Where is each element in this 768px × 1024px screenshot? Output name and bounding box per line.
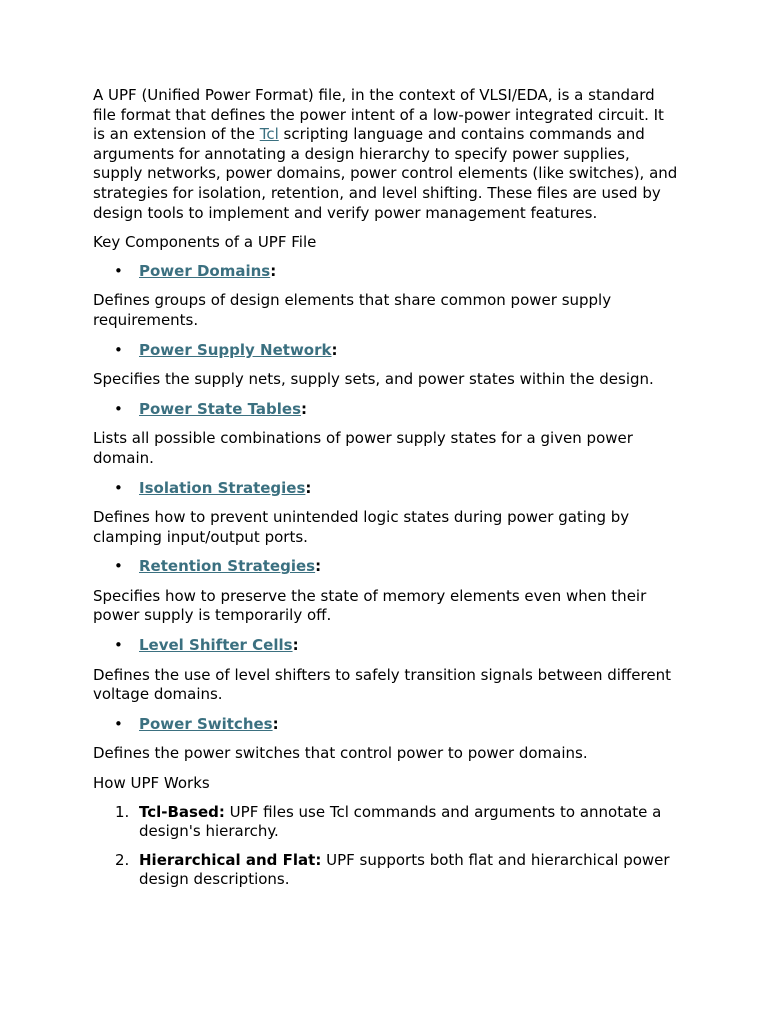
- list-item: [93, 341, 678, 361]
- isolation-strategies-description: Defines how to prevent unintended logic states during power gating by clamping input/output ports.: [93, 508, 630, 546]
- tcl-link[interactable]: Tcl: [259, 125, 279, 144]
- component-item-power-supply-network: [93, 341, 678, 361]
- power-state-tables-description: Lists all possible combinations of power supply states for a given power domain.: [93, 429, 633, 467]
- list-number: 1.: [115, 802, 130, 821]
- component-item-level-shifter-cells: [93, 636, 678, 656]
- step-text: UPF files use Tcl commands and arguments to annotate a design's hierarchy.: [139, 802, 662, 841]
- document-body: [93, 86, 678, 899]
- isolation-strategies-link[interactable]: Isolation Strategies: [139, 478, 306, 497]
- retention-strategies-link[interactable]: Retention Strategies: [139, 557, 316, 576]
- power-supply-network-description: Specifies the supply nets, supply sets, and power states within the design.: [93, 370, 654, 389]
- components-heading: Key Components of a UPF File: [93, 233, 317, 252]
- colon: :: [272, 714, 279, 733]
- colon: :: [292, 636, 299, 655]
- step-title: Hierarchical and Flat:: [139, 850, 322, 869]
- colon: :: [331, 340, 338, 359]
- component-item-power-domains: [93, 262, 678, 282]
- intro-text-1: A UPF (Unified Power Format) file, in the context of VLSI/EDA, is a standard file format that defines the power intent of a low-power integrated circuit. It is an extension of the: [93, 86, 664, 144]
- list-item: [93, 479, 678, 499]
- component-item-retention-strategies: [93, 557, 678, 577]
- list-item: [93, 851, 678, 890]
- intro-paragraph: [93, 86, 678, 223]
- step-text: UPF supports both flat and hierarchical power design descriptions.: [139, 850, 670, 889]
- power-supply-network-link[interactable]: Power Supply Network: [139, 340, 332, 359]
- level-shifter-cells-link[interactable]: Level Shifter Cells: [139, 636, 293, 655]
- power-switches-link[interactable]: Power Switches: [139, 714, 273, 733]
- colon: :: [315, 557, 322, 576]
- list-item: [93, 557, 678, 577]
- list-number: 2.: [115, 850, 130, 869]
- power-domains-description: Defines groups of design elements that share common power supply requirements.: [93, 291, 612, 329]
- level-shifter-cells-description: Defines the use of level shifters to safely transition signals between different voltage domains.: [93, 665, 671, 704]
- component-item-isolation-strategies: [93, 479, 678, 499]
- intro-text-2: scripting language and contains commands and arguments for annotating a design hierarchy to specify power supplies, supply networks, power domains, power control elements (like switches), and strategies for isolation, retention, and level shifting. These files are used by design tools to implement and verify power management features.: [93, 125, 678, 222]
- component-item-power-state-tables: [93, 400, 678, 420]
- list-item: [93, 803, 678, 842]
- how-heading: How UPF Works: [93, 774, 210, 793]
- component-item-power-switches: [93, 715, 678, 735]
- power-switches-description: Defines the power switches that control power to power domains.: [93, 744, 588, 763]
- list-item: [93, 262, 678, 282]
- colon: :: [301, 399, 308, 418]
- list-item: [93, 715, 678, 735]
- step-title: Tcl-Based:: [139, 802, 225, 821]
- colon: :: [270, 261, 277, 280]
- list-item: [93, 400, 678, 420]
- list-item: [93, 636, 678, 656]
- retention-strategies-description: Specifies how to preserve the state of memory elements even when their power supply is temporarily off.: [93, 586, 647, 625]
- colon: :: [305, 478, 312, 497]
- how-list: [93, 803, 678, 890]
- power-domains-link[interactable]: Power Domains: [139, 261, 271, 280]
- power-state-tables-link[interactable]: Power State Tables: [139, 399, 302, 418]
